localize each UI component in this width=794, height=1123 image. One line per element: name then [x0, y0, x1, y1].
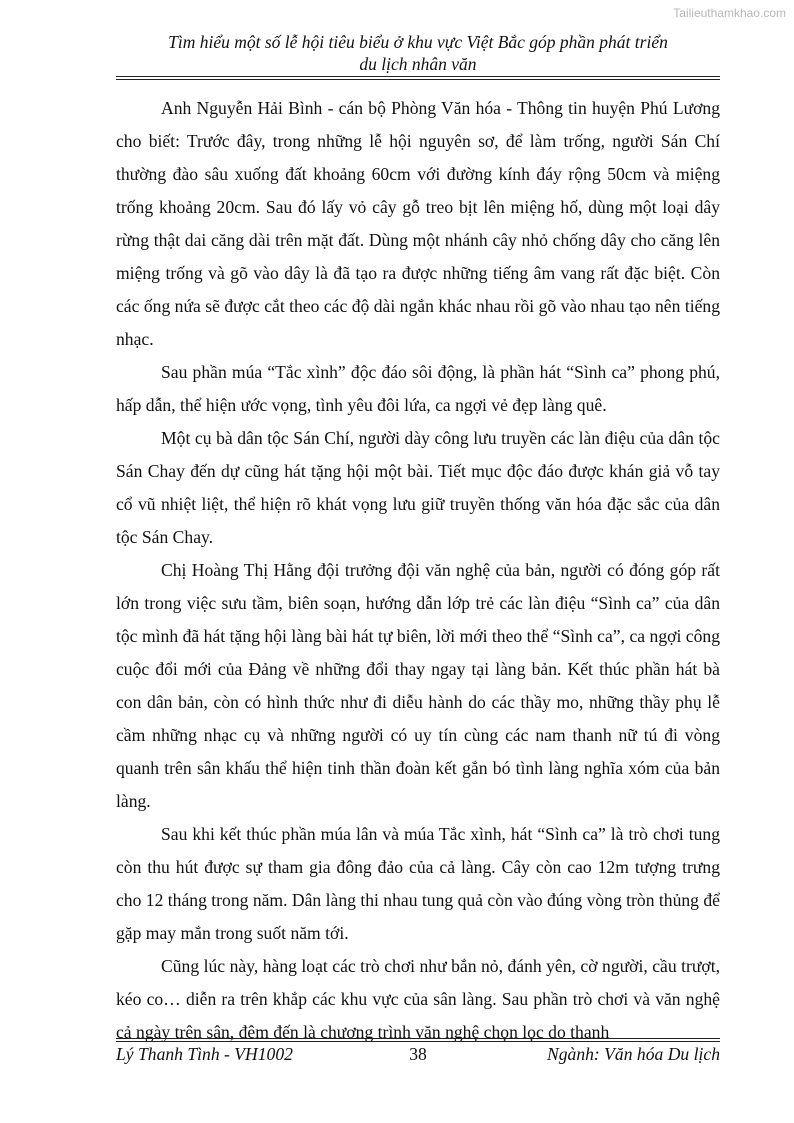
footer-major: Ngành: Văn hóa Du lịch — [547, 1044, 720, 1064]
page-header — [116, 31, 720, 75]
header-divider — [116, 76, 720, 80]
footer-author: Lý Thanh Tình - VH1002 — [116, 1044, 293, 1064]
paragraph: Một cụ bà dân tộc Sán Chí, người dày công lưu truyền các làn điệu của dân tộc Sán Chay đến dự cũng hát tặng hội một bài. Tiết mục độc đáo được khán giả vỗ tay cổ vũ nhiệt liệt, thể hiện rõ khát vọng lưu giữ truyền thống văn hóa đặc sắc của dân tộc Sán Chay. — [116, 428, 720, 547]
body-text — [116, 92, 720, 1049]
paragraph: Sau phần múa “Tắc xình” độc đáo sôi động, là phần hát “Sình ca” phong phú, hấp dẫn, thể hiện ước vọng, tình yêu đôi lứa, ca ngợi vẻ đẹp làng quê. — [116, 362, 720, 415]
header-title-line2: du lịch nhân văn — [359, 54, 477, 74]
page-footer — [116, 1044, 720, 1068]
paragraph: Anh Nguyễn Hải Bình - cán bộ Phòng Văn hóa - Thông tin huyện Phú Lương cho biết: Trước đây, trong những lễ hội nguyên sơ, để làm trống, người Sán Chí thường đào sâu xuống đất khoảng 60cm với đường kính đáy rộng 50cm và miệng trống khoảng 20cm. Sau đó lấy vỏ cây gỗ treo bịt lên miệng hố, dùng một loại dây rừng thật dai căng dài trên mặt đất. Dùng một nhánh cây nhỏ chống dây cho căng lên miệng trống và gõ vào dây là đã tạo ra được những tiếng âm vang rất đặc biệt. Còn các ống nứa sẽ được cắt theo các độ dài ngắn khác nhau rồi gõ vào nhau tạo nên tiếng nhạc. — [116, 98, 720, 349]
paragraph: Sau khi kết thúc phần múa lân và múa Tắc xình, hát “Sình ca” là trò chơi tung còn thu hút được sự tham gia đông đảo của cả làng. Cây còn cao 12m tượng trưng cho 12 tháng trong năm. Dân làng thi nhau tung quả còn vào đúng vòng tròn thủng để gặp may mắn trong suốt năm tới. — [116, 824, 720, 943]
header-title-line1: Tìm hiểu một số lễ hội tiêu biểu ở khu vực Việt Bắc góp phần phát triển — [168, 32, 668, 52]
footer-divider — [116, 1038, 720, 1042]
page-number: 38 — [409, 1044, 427, 1064]
watermark: Tailieuthamkhao.com — [673, 6, 786, 20]
paragraph: Chị Hoàng Thị Hằng đội trưởng đội văn nghệ của bản, người có đóng góp rất lớn trong việc sưu tầm, biên soạn, hướng dẫn lớp trẻ các làn điệu “Sình ca” của dân tộc mình đã hát tặng hội làng bài hát tự biên, lời mới theo thể “Sình ca”, ca ngợi công cuộc đổi mới của Đảng về những đổi thay ngay tại làng bản. Kết thúc phần hát bà con dân bản, còn có hình thức như đi diễu hành do các thầy mo, những thầy phụ lễ cầm những nhạc cụ và những người có uy tín cùng các nam thanh nữ tú đi vòng quanh trên sân khấu thể hiện tinh thần đoàn kết gắn bó tình làng nghĩa xóm của bản làng. — [116, 560, 720, 811]
paragraph: Cũng lúc này, hàng loạt các trò chơi như bắn nỏ, đánh yên, cờ người, cầu trượt, kéo co… diễn ra trên khắp các khu vực của sân làng. Sau phần trò chơi và văn nghệ cả ngày trên sân, đêm đến là chương trình văn nghệ chọn lọc do thanh — [116, 956, 720, 1042]
